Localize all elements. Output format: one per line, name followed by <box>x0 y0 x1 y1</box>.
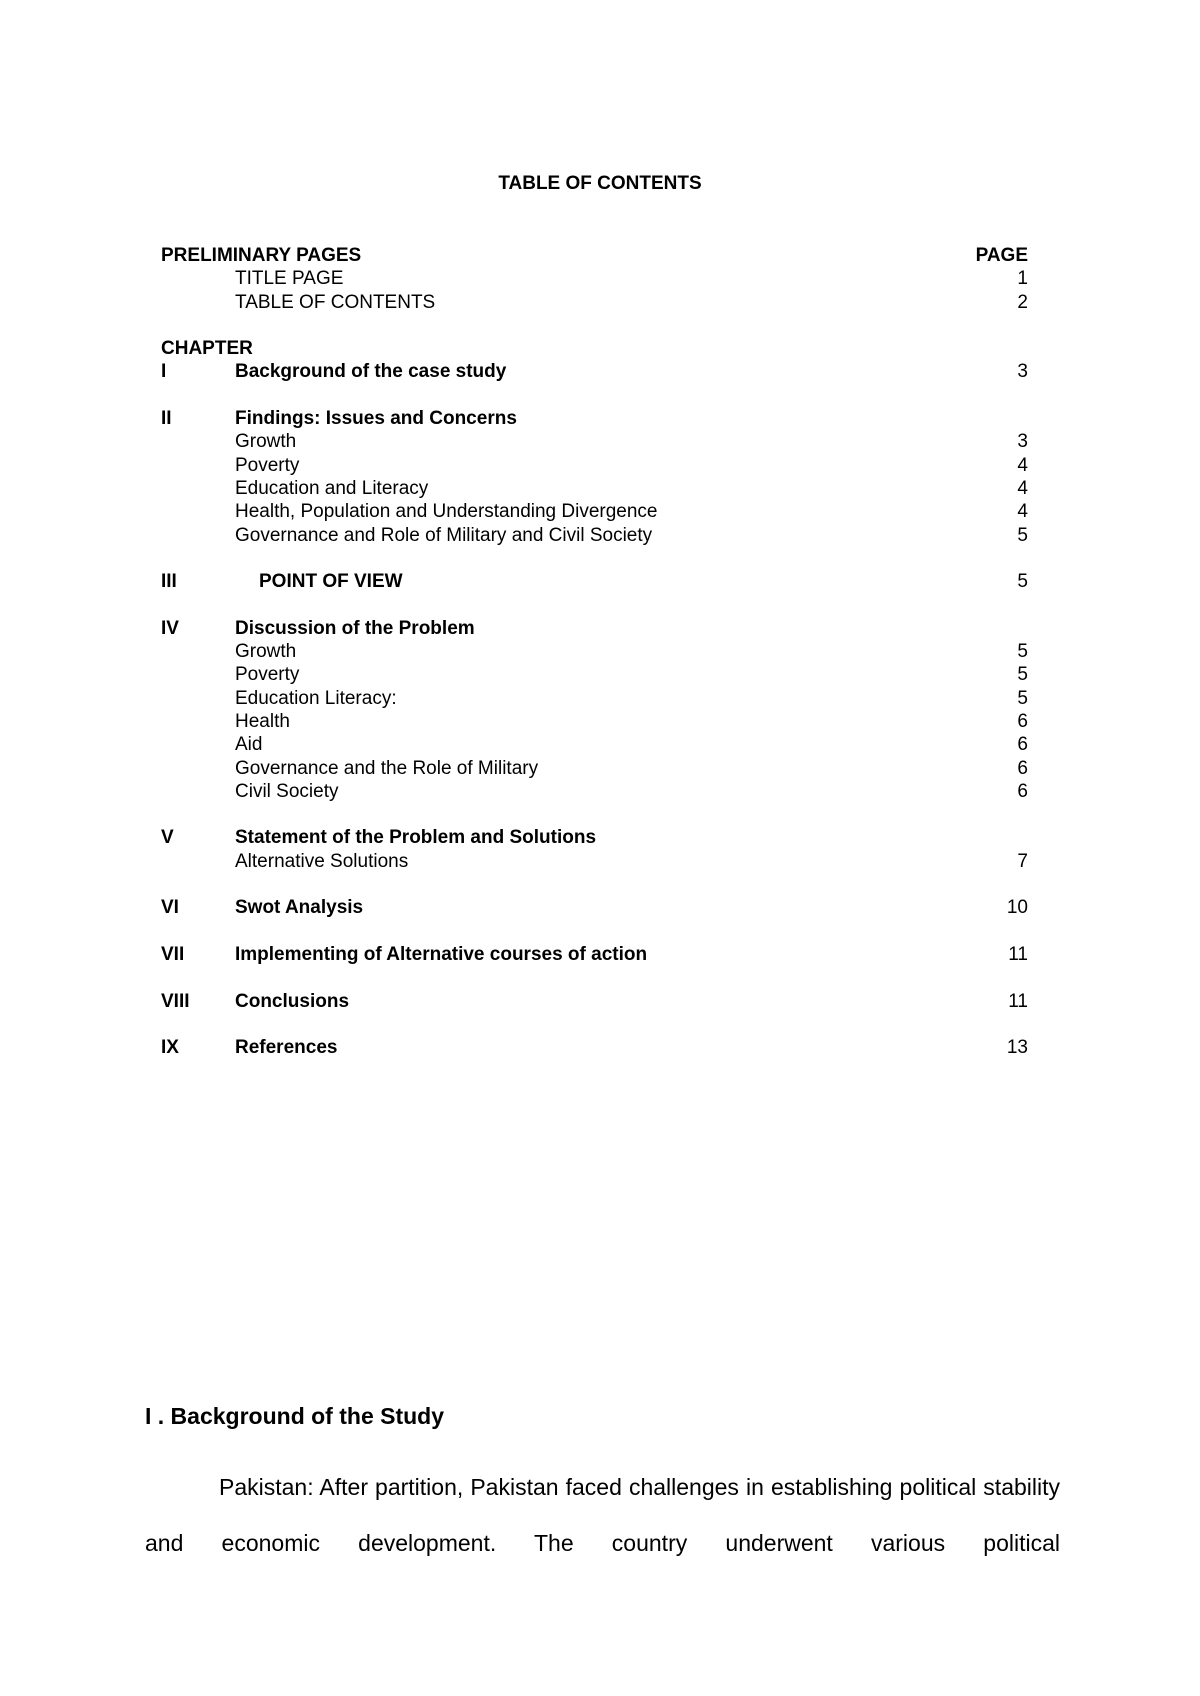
chapter-row <box>161 570 1028 593</box>
toc-entry-label: Health <box>235 710 290 732</box>
toc-entry <box>161 850 1028 873</box>
chapter-number: III <box>161 571 177 593</box>
chapter-title: Findings: Issues and Concerns <box>235 408 517 430</box>
chapter-title: Background of the case study <box>235 361 507 383</box>
chapter-row <box>161 617 1028 640</box>
toc-entry-label: Poverty <box>235 664 300 686</box>
toc-entry <box>161 430 1028 453</box>
toc-entry-label: Growth <box>235 431 297 453</box>
toc-entry <box>161 267 1028 290</box>
toc-entry <box>161 524 1028 547</box>
toc-entry-page: 5 <box>1017 664 1028 686</box>
chapter-number: II <box>161 408 172 430</box>
toc-entry-label: TITLE PAGE <box>235 268 344 290</box>
toc-entry-label: Poverty <box>235 454 300 476</box>
chapter-row <box>161 943 1028 966</box>
toc-title: TABLE OF CONTENTS <box>498 173 702 194</box>
toc-header-row <box>161 244 1028 267</box>
chapter-title: Swot Analysis <box>235 897 364 919</box>
toc-entry-label: Civil Society <box>235 780 339 802</box>
section-heading: I . Background of the Study <box>145 1403 445 1429</box>
chapter-heading: CHAPTER <box>161 338 253 360</box>
toc-entry-label: Health, Population and Understanding Divergence <box>235 501 658 523</box>
preliminary-pages-heading: PRELIMINARY PAGES <box>161 245 362 266</box>
toc-entry-page: 1 <box>1017 268 1028 290</box>
chapter-row <box>161 896 1028 919</box>
toc-entry-label: Growth <box>235 641 297 663</box>
chapter-number: IX <box>161 1037 179 1059</box>
toc-entry <box>161 663 1028 686</box>
chapter-number: VIII <box>161 990 190 1012</box>
page-column-heading: PAGE <box>975 245 1028 266</box>
toc-entry-page: 6 <box>1017 757 1028 779</box>
toc-entry-page: 7 <box>1017 850 1028 872</box>
chapter-page: 10 <box>1006 897 1028 919</box>
chapter-title: Statement of the Problem and Solutions <box>235 827 597 849</box>
chapter-page: 5 <box>1017 571 1028 593</box>
chapter-title: POINT OF VIEW <box>259 571 403 593</box>
chapter-title: References <box>235 1037 338 1059</box>
chapter-page: 13 <box>1006 1037 1028 1059</box>
toc-entry-page: 2 <box>1017 291 1028 313</box>
toc-entry-page: 5 <box>1017 687 1028 709</box>
toc-entry <box>161 687 1028 710</box>
chapter-number: V <box>161 827 174 849</box>
toc-entry <box>161 733 1028 756</box>
toc-entry-label: Alternative Solutions <box>235 850 409 872</box>
toc-entry-page: 5 <box>1017 641 1028 663</box>
chapter-number: VII <box>161 943 185 965</box>
toc-entry <box>161 500 1028 523</box>
toc-entry <box>161 477 1028 500</box>
chapter-number: IV <box>161 617 179 639</box>
chapter-number: I <box>161 361 167 383</box>
chapter-row <box>161 826 1028 849</box>
chapter-page: 3 <box>1017 361 1028 383</box>
toc-entry-page: 6 <box>1017 734 1028 756</box>
toc-entry-label: Aid <box>235 734 263 756</box>
chapter-row <box>161 407 1028 430</box>
toc-entry-label: Education and Literacy <box>235 477 429 499</box>
chapter-page: 11 <box>1008 990 1028 1012</box>
toc-entry <box>161 454 1028 477</box>
chapter-number: VI <box>161 897 179 919</box>
toc-entry-page: 5 <box>1017 524 1028 546</box>
toc-entry <box>161 780 1028 803</box>
toc-entry-label: Education Literacy: <box>235 687 397 709</box>
toc-entry-label: Governance and the Role of Military <box>235 757 539 779</box>
chapter-heading-row <box>161 337 1028 360</box>
toc-entry-page: 6 <box>1017 710 1028 732</box>
toc-entry <box>161 710 1028 733</box>
toc-entry-label: Governance and Role of Military and Civil Society <box>235 524 653 546</box>
toc-list <box>161 244 1028 1059</box>
chapter-title: Conclusions <box>235 990 350 1012</box>
toc-entry <box>161 757 1028 780</box>
toc-entry-page: 3 <box>1017 431 1028 453</box>
toc-entry-label: TABLE OF CONTENTS <box>235 291 436 313</box>
toc-entry <box>161 291 1028 314</box>
toc-entry-page: 4 <box>1017 501 1028 523</box>
body-paragraph: Pakistan: After partition, Pakistan faced challenges in establishing political stability and economic development. The country underwent various political <box>145 1474 1060 1556</box>
toc-entry-page: 4 <box>1017 477 1028 499</box>
chapter-row <box>161 360 1028 383</box>
chapter-title: Discussion of the Problem <box>235 617 475 639</box>
chapter-row <box>161 1036 1028 1059</box>
toc-entry <box>161 640 1028 663</box>
chapter-row <box>161 990 1028 1013</box>
chapter-title: Implementing of Alternative courses of action <box>235 943 648 965</box>
toc-entry-page: 4 <box>1017 454 1028 476</box>
toc-entry-page: 6 <box>1017 780 1028 802</box>
chapter-page: 11 <box>1008 943 1028 965</box>
